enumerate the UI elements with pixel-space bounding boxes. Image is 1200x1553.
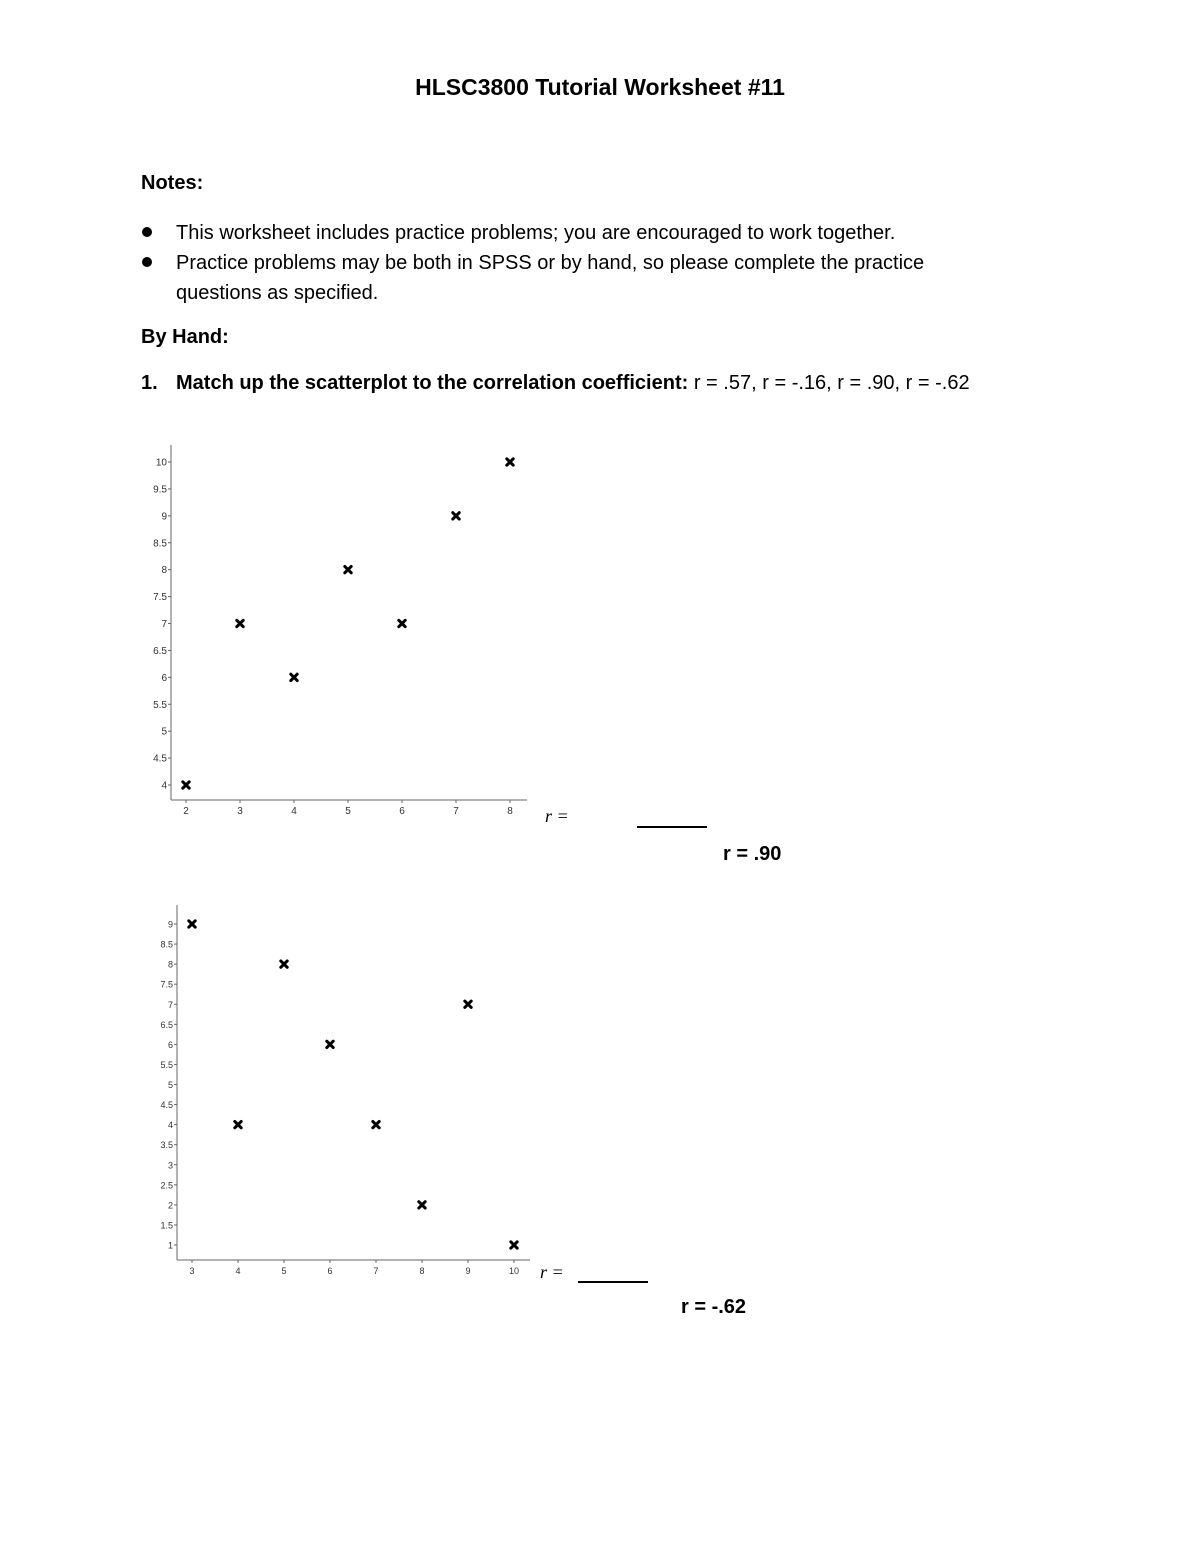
y-tick-label: 4.5 [160,1100,173,1111]
r-label: r = [545,806,569,826]
coefficient: r = -.62 [905,372,970,394]
notes-heading: Notes: [141,172,204,194]
y-tick-label: 10 [155,457,167,469]
y-tick-label: 9 [161,511,167,523]
coefficient: r = .90 [837,372,895,394]
y-tick-label: 1.5 [160,1220,173,1231]
y-tick-label: 3.5 [160,1140,173,1151]
y-tick-label: 1 [167,1240,173,1251]
bullet-text: Practice problems may be both in SPSS or by hand, so please complete the practice questions as specified. [176,252,925,304]
question-text: Match up the scatterplot to the correlation coefficient: [176,372,689,394]
y-tick-label: 4 [161,780,167,792]
answer-text: r = .90 [723,843,782,865]
data-point [373,1121,379,1127]
y-tick-label: 5.5 [153,699,167,711]
data-point [189,921,195,927]
y-tick-label: 5.5 [160,1059,173,1070]
y-tick-label: 9.5 [153,484,167,496]
x-tick-label: 9 [465,1266,471,1276]
y-tick-label: 7.5 [160,979,173,990]
coefficient: r = -.16 [762,372,827,394]
y-tick-label: 6.5 [153,645,167,657]
x-tick-label: 5 [345,806,351,817]
y-tick-label: 3 [167,1160,173,1171]
y-tick-label: 6.5 [160,1019,173,1030]
y-tick-label: 8 [167,959,173,970]
x-tick-label: 6 [327,1266,333,1276]
data-point [419,1202,425,1208]
y-tick-label: 6 [167,1039,173,1050]
coefficient-list: r = .57, r = -.16, r = .90, r = -.62 [693,372,970,394]
answer-text: r = -.62 [681,1296,747,1318]
x-tick-label: 7 [453,806,459,817]
data-point [281,961,287,967]
x-tick-label: 7 [373,1266,379,1276]
y-tick-label: 8 [161,565,167,577]
x-tick-label: 8 [419,1266,425,1276]
y-tick-label: 5 [161,726,167,738]
data-point [327,1041,333,1047]
data-point [465,1001,471,1007]
x-tick-label: 3 [189,1266,195,1276]
y-tick-label: 2.5 [160,1180,173,1191]
data-point [511,1242,517,1248]
x-tick-label: 10 [508,1266,520,1276]
y-tick-label: 4.5 [153,753,167,765]
page-title: HLSC3800 Tutorial Worksheet #11 [415,74,785,100]
answer-blank [578,1281,648,1283]
question-number: 1. [141,372,158,394]
x-tick-label: 8 [507,806,513,817]
y-tick-label: 6 [161,672,167,684]
x-tick-label: 3 [237,806,243,817]
y-tick-label: 4 [167,1120,173,1131]
data-point [235,1121,241,1127]
y-tick-label: 9 [167,919,173,930]
coefficient: r = .57 [693,372,752,394]
r-label: r = [540,1262,564,1282]
bullet-text: This worksheet includes practice problems; you are encouraged to work together. [176,222,896,244]
y-tick-label: 8.5 [153,538,167,550]
x-tick-label: 4 [291,806,297,817]
y-tick-label: 5 [167,1080,173,1090]
y-tick-label: 7.5 [153,592,167,604]
y-tick-label: 7 [167,999,173,1010]
y-tick-label: 8.5 [160,939,173,950]
y-tick-label: 2 [167,1200,173,1211]
x-tick-label: 6 [399,806,405,817]
y-tick-label: 7 [161,619,167,630]
x-tick-label: 5 [281,1266,287,1276]
x-tick-label: 2 [183,806,189,817]
x-tick-label: 4 [235,1266,241,1276]
by-hand-heading: By Hand: [141,326,229,348]
